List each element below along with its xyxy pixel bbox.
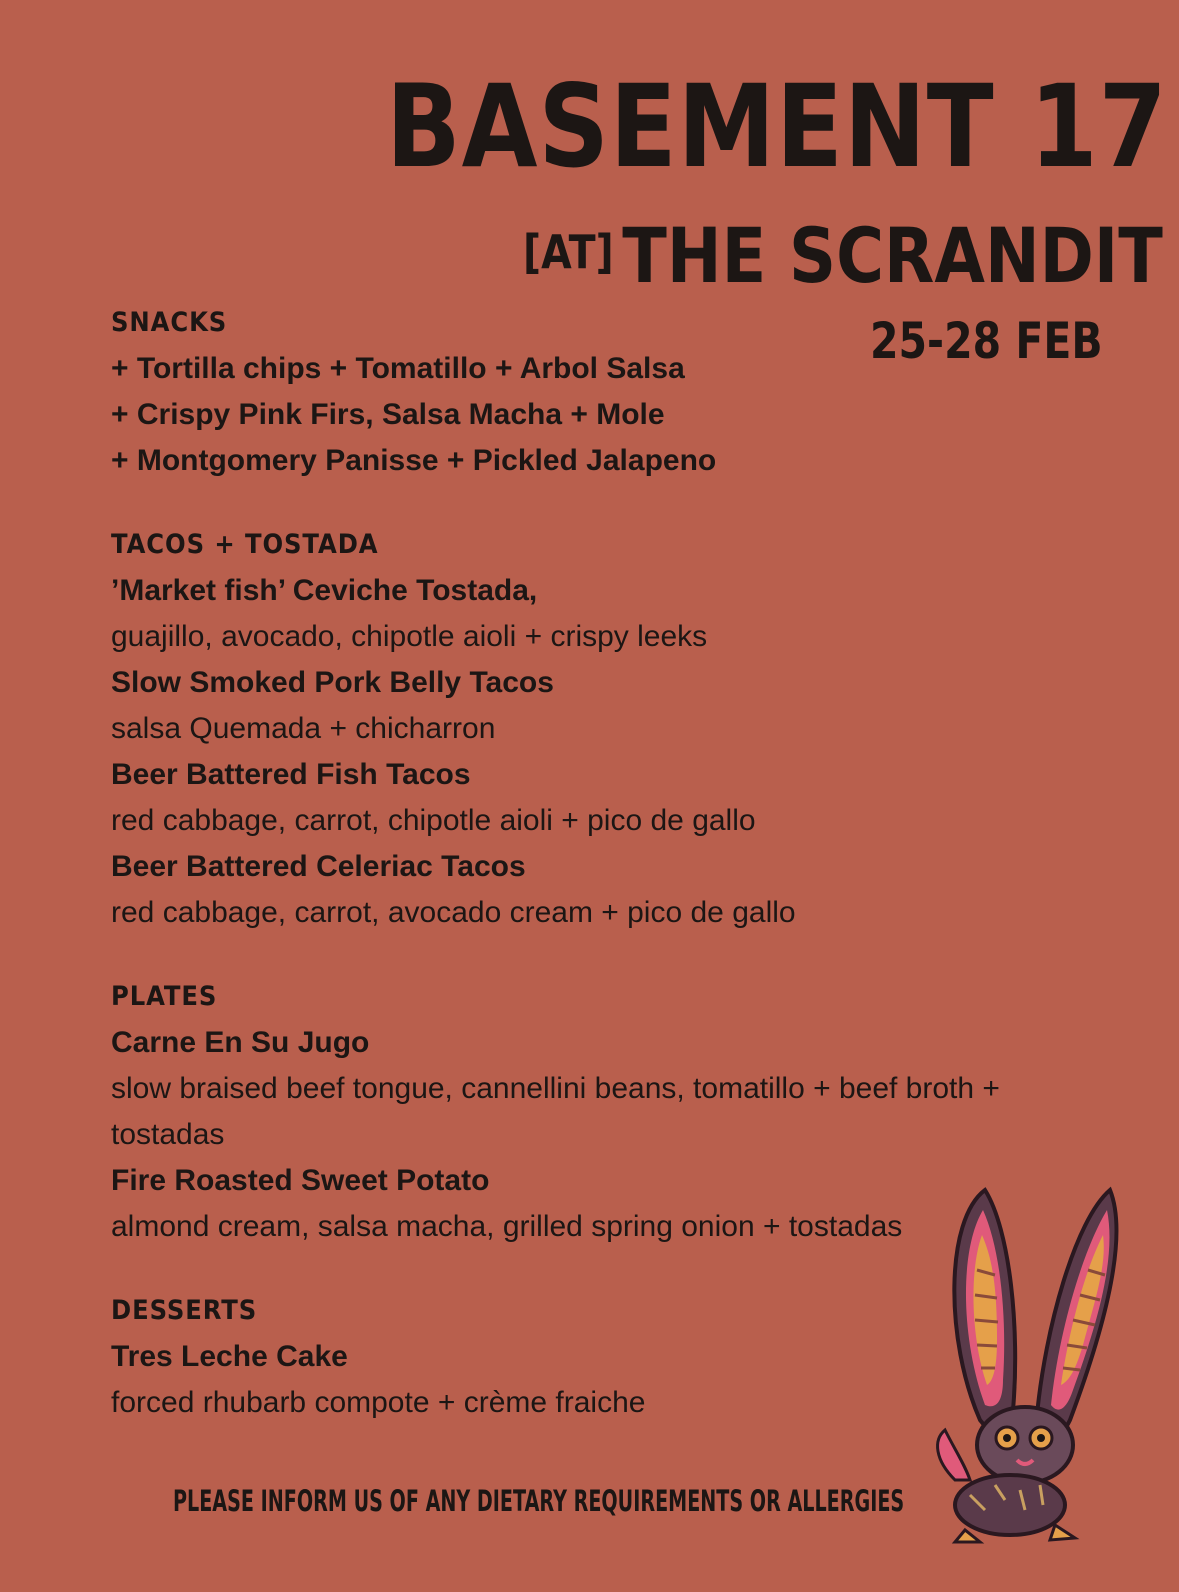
venue-name: THE SCRANDIT [622, 211, 1163, 300]
rabbit-illustration [925, 1180, 1135, 1555]
dietary-notice: PLEASE INFORM US OF ANY DIETARY REQUIREMENTS OR ALLERGIES [173, 1484, 905, 1518]
section-title: DESSERTS [111, 1295, 258, 1326]
dish-description: forced rhubarb compote + crème fraiche [111, 1386, 646, 1419]
venue-line [523, 211, 1163, 300]
dish-description: red cabbage, carrot, avocado cream + pico de gallo [111, 896, 796, 929]
dish-name: Beer Battered Celeriac Tacos [111, 850, 526, 883]
dish-description: red cabbage, carrot, chipotle aioli + pico de gallo [111, 804, 756, 837]
dish-name: Carne En Su Jugo [111, 1026, 370, 1059]
at-label: [AT] [523, 225, 614, 279]
dish-name: Slow Smoked Pork Belly Tacos [111, 666, 554, 699]
dish-name: + Crispy Pink Firs, Salsa Macha + Mole [111, 398, 665, 431]
section-title: PLATES [111, 981, 218, 1012]
dish-name: Fire Roasted Sweet Potato [111, 1164, 490, 1197]
section-title: TACOS + TOSTADA [111, 529, 379, 560]
dish-name: + Tortilla chips + Tomatillo + Arbol Salsa [111, 352, 685, 385]
dish-name: Beer Battered Fish Tacos [111, 758, 471, 791]
dish-description: slow braised beef tongue, cannellini beans, tomatillo + beef broth + tostadas [111, 1072, 1000, 1151]
event-dates: 25-28 FEB [870, 312, 1103, 370]
dish-name: ’Market fish’ Ceviche Tostada, [111, 574, 538, 607]
dish-description: guajillo, avocado, chipotle aioli + crispy leeks [111, 620, 708, 653]
page-title: BASEMENT 17 [386, 60, 1168, 193]
dish-description: salsa Quemada + chicharron [111, 712, 496, 745]
menu-section [111, 306, 1071, 484]
section-title: SNACKS [111, 307, 228, 338]
dish-name: + Montgomery Panisse + Pickled Jalapeno [111, 444, 717, 477]
dish-description: almond cream, salsa macha, grilled spring onion + tostadas [111, 1210, 903, 1243]
menu-section [111, 528, 1071, 936]
dish-name: Tres Leche Cake [111, 1340, 348, 1373]
